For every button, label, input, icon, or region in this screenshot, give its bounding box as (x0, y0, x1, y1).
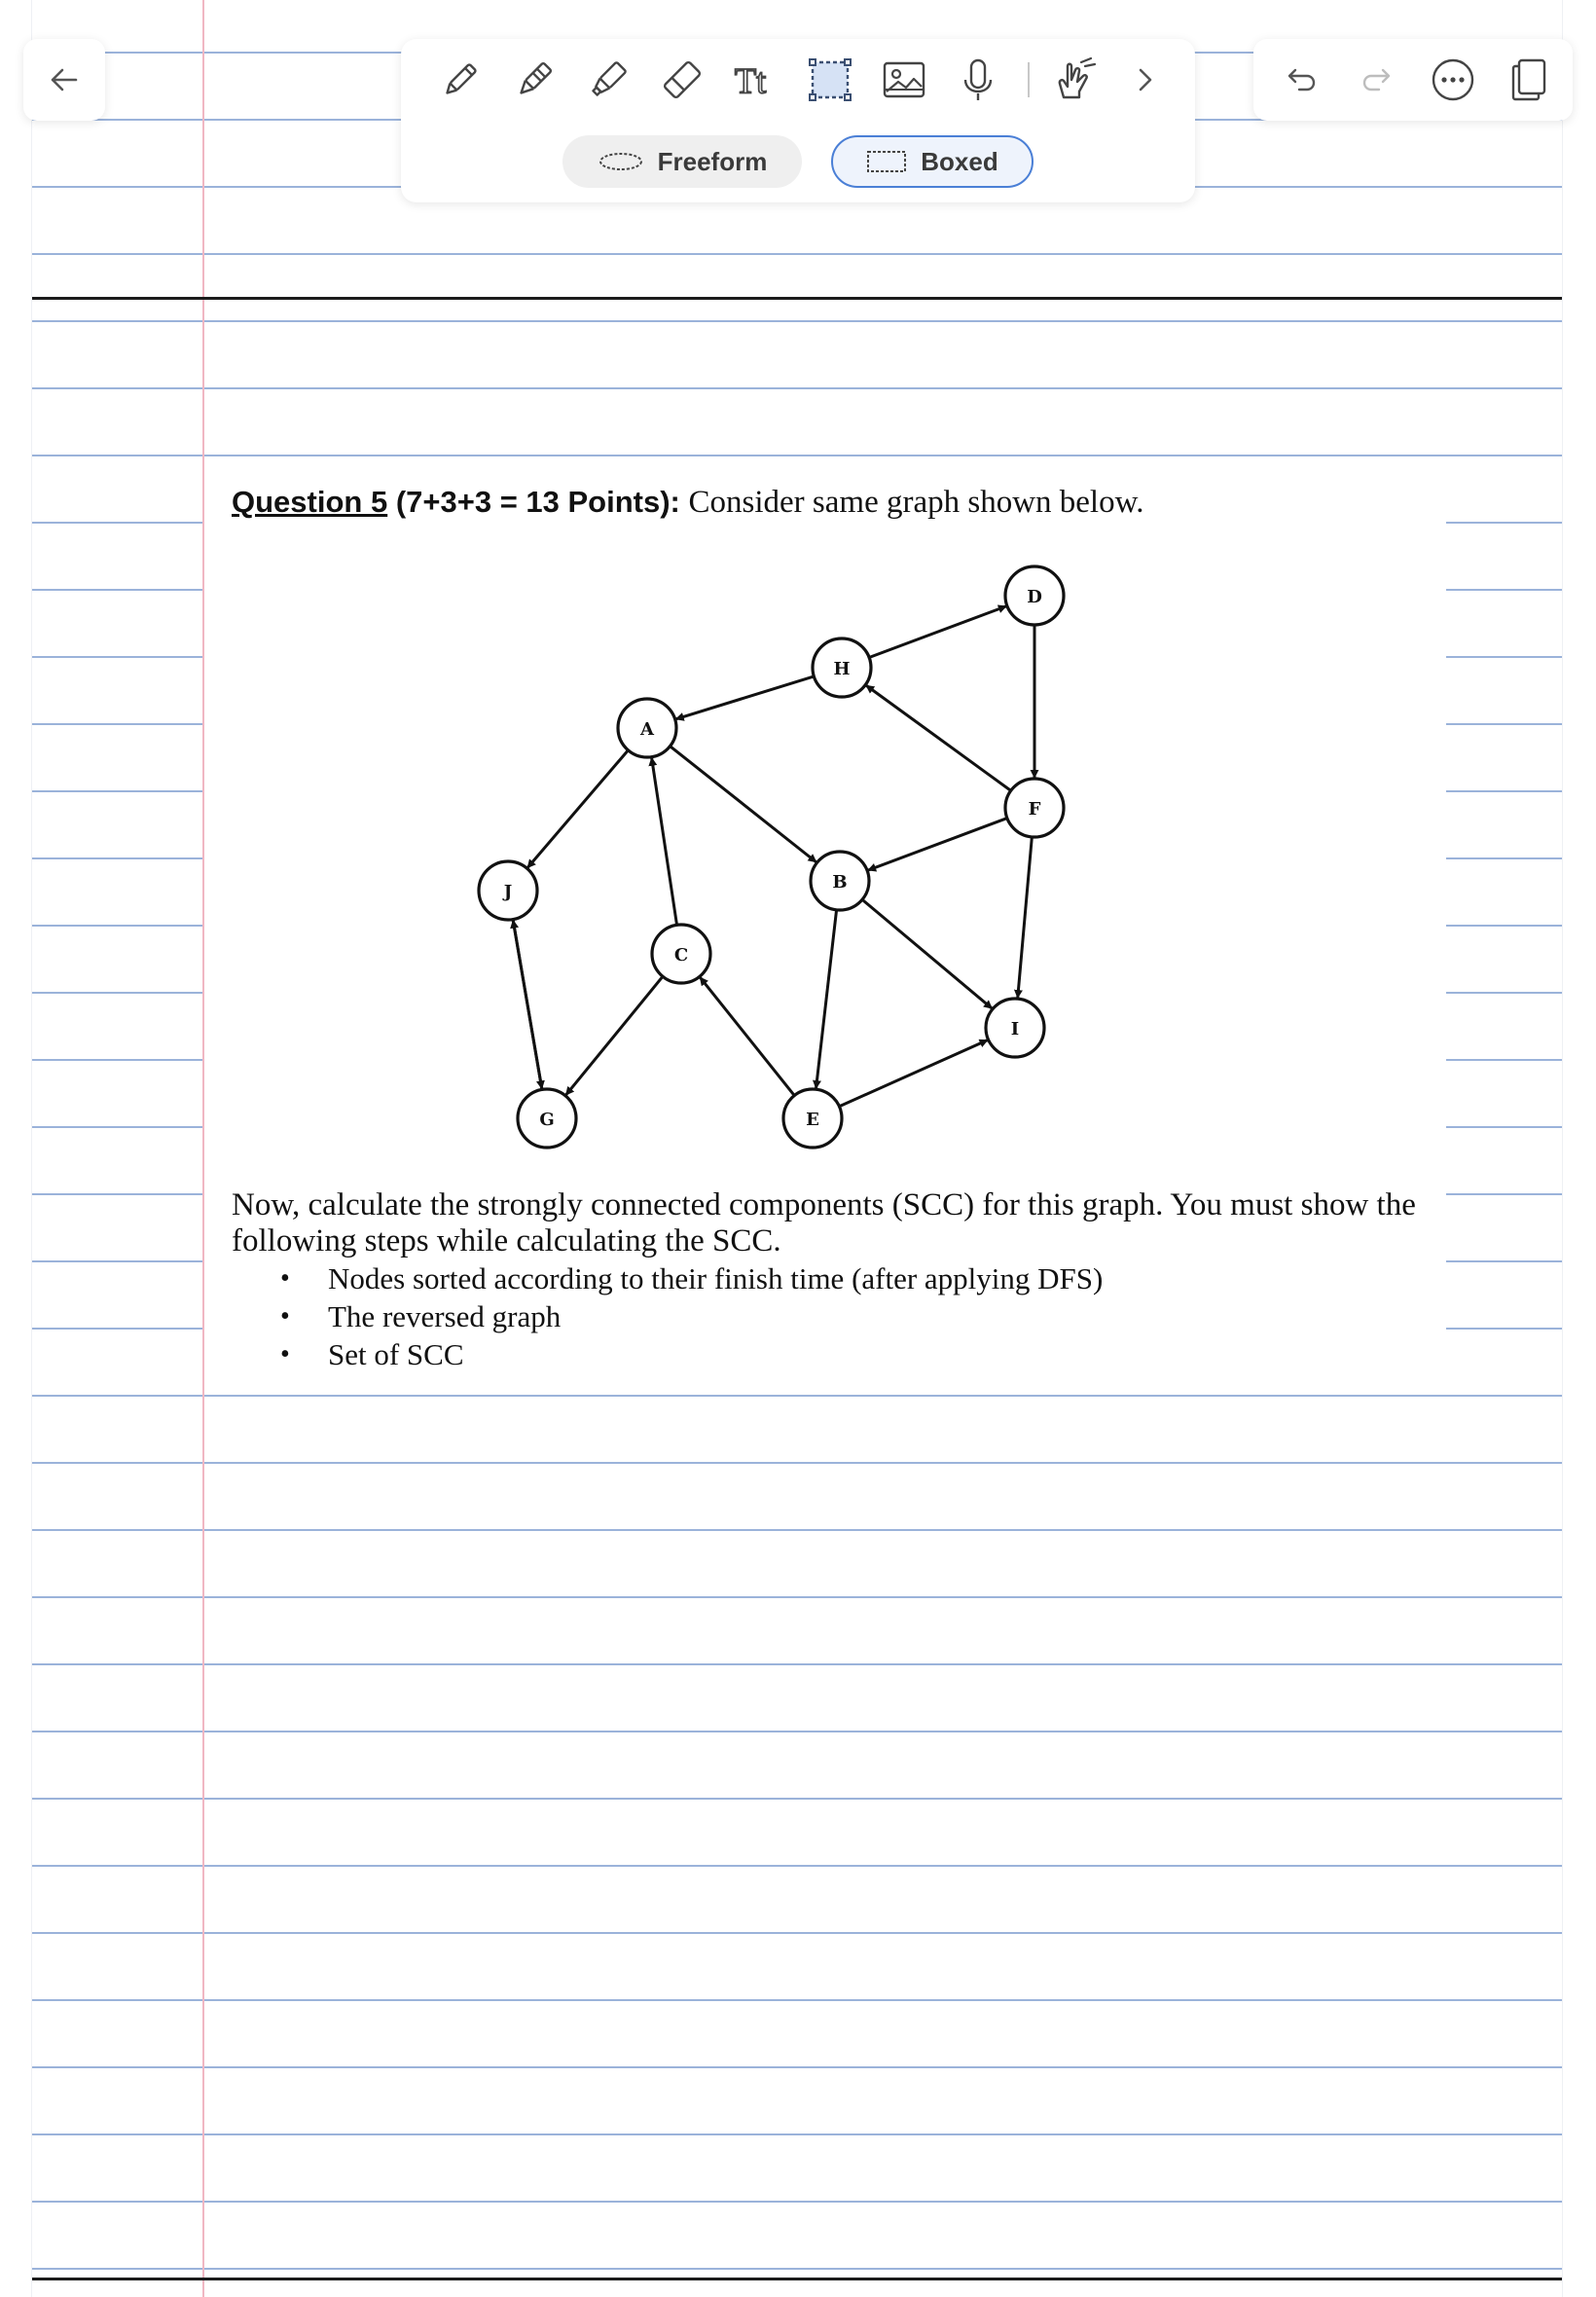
redo-icon (1358, 60, 1396, 99)
graph-edge-a-b (671, 747, 816, 862)
drawing-toolbar (401, 39, 1195, 202)
text-icon (732, 56, 780, 103)
graph-edges (513, 606, 1034, 1107)
fountain-pen-icon (511, 56, 558, 103)
question-heading (232, 485, 1438, 521)
ellipsis-circle-icon (1430, 56, 1476, 103)
boxed-mode-button[interactable] (831, 135, 1034, 188)
undo-icon (1282, 60, 1321, 99)
graph-node-label: F (1028, 799, 1041, 820)
freeform-label: Freeform (657, 146, 768, 176)
steps-list (232, 1259, 1399, 1373)
document-actions (1253, 39, 1573, 121)
question-label: Question 5 (232, 485, 388, 519)
microphone-tool[interactable] (954, 56, 1002, 103)
fountain-pen-tool[interactable] (510, 56, 559, 103)
lasso-select-tool[interactable] (806, 56, 854, 103)
svg-text:Tt: Tt (734, 60, 767, 101)
arrow-left-icon (45, 60, 84, 99)
eraser-tool[interactable] (658, 56, 707, 103)
back-button[interactable] (23, 39, 105, 121)
touch-draw-tool[interactable] (1051, 56, 1100, 103)
page-divider-top (32, 297, 1562, 300)
graph-node-label: J (503, 882, 513, 902)
graph-edge-c-a (652, 758, 677, 926)
graph-edge-b-e (816, 910, 837, 1088)
freeform-mode-button[interactable] (562, 135, 802, 188)
more-options-button[interactable] (1429, 56, 1477, 103)
graph-node-label: G (539, 1110, 555, 1130)
graph-edge-h-a (676, 676, 815, 719)
graph-nodes (479, 566, 1064, 1148)
graph-node-label: A (640, 719, 654, 740)
graph-edge-a-j (527, 750, 628, 868)
pages-button[interactable] (1505, 56, 1553, 103)
pages-icon (1505, 56, 1552, 103)
more-tools-button[interactable] (1121, 56, 1170, 103)
redo-button[interactable] (1353, 56, 1401, 103)
image-icon (881, 56, 927, 103)
graph-edge-c-g (566, 976, 663, 1095)
image-tool[interactable] (880, 56, 928, 103)
highlighter-tool[interactable] (584, 56, 633, 103)
eraser-icon (659, 56, 706, 103)
graph-edge-e-c (700, 977, 794, 1095)
boxed-label: Boxed (921, 146, 998, 176)
page-divider-bottom (32, 2278, 1562, 2280)
highlighter-icon (585, 56, 632, 103)
graph-node-label: E (806, 1110, 819, 1130)
lasso-icon (598, 150, 644, 173)
hand-draw-icon (1052, 56, 1099, 103)
text-tool[interactable] (732, 56, 780, 103)
graph-edge-b-i (862, 899, 992, 1008)
graph-node-label: H (833, 659, 851, 679)
chevron-right-icon (1126, 60, 1165, 99)
graph-edge-f-i (1018, 837, 1033, 998)
instructions-paragraph: Now, calculate the strongly connected components (SCC) for this graph. You must show the following steps while calculating the SCC. (232, 1187, 1416, 1258)
graph-node-label: D (1027, 587, 1042, 607)
step-item: • Set of SCC (232, 1335, 1399, 1373)
graph-edge-e-i (839, 1040, 987, 1107)
toolbar-separator (1028, 62, 1030, 97)
graph-node-label: C (673, 945, 689, 966)
graph-node-label: B (832, 872, 848, 893)
graph-edge-f-b (868, 819, 1007, 871)
microphone-icon (955, 56, 1001, 103)
step-item: • The reversed graph (232, 1297, 1399, 1335)
dashed-box-icon (866, 149, 907, 174)
graph-edge-h-d (869, 606, 1006, 658)
step-item: • Nodes sorted according to their finish time (after applying DFS) (232, 1259, 1399, 1297)
undo-button[interactable] (1277, 56, 1325, 103)
graph-node-label: I (1010, 1019, 1020, 1039)
selection-box-icon (807, 56, 853, 103)
question-intro: Consider same graph shown below. (688, 485, 1144, 520)
tool-row (401, 39, 1195, 119)
graph-edge-f-h (866, 685, 1011, 790)
graph-edge-g-j (513, 921, 542, 1090)
question-points: (7+3+3 = 13 Points): (395, 485, 680, 519)
pen-tool[interactable] (436, 56, 485, 103)
pen-icon (437, 56, 484, 103)
directed-graph (448, 545, 1090, 1168)
